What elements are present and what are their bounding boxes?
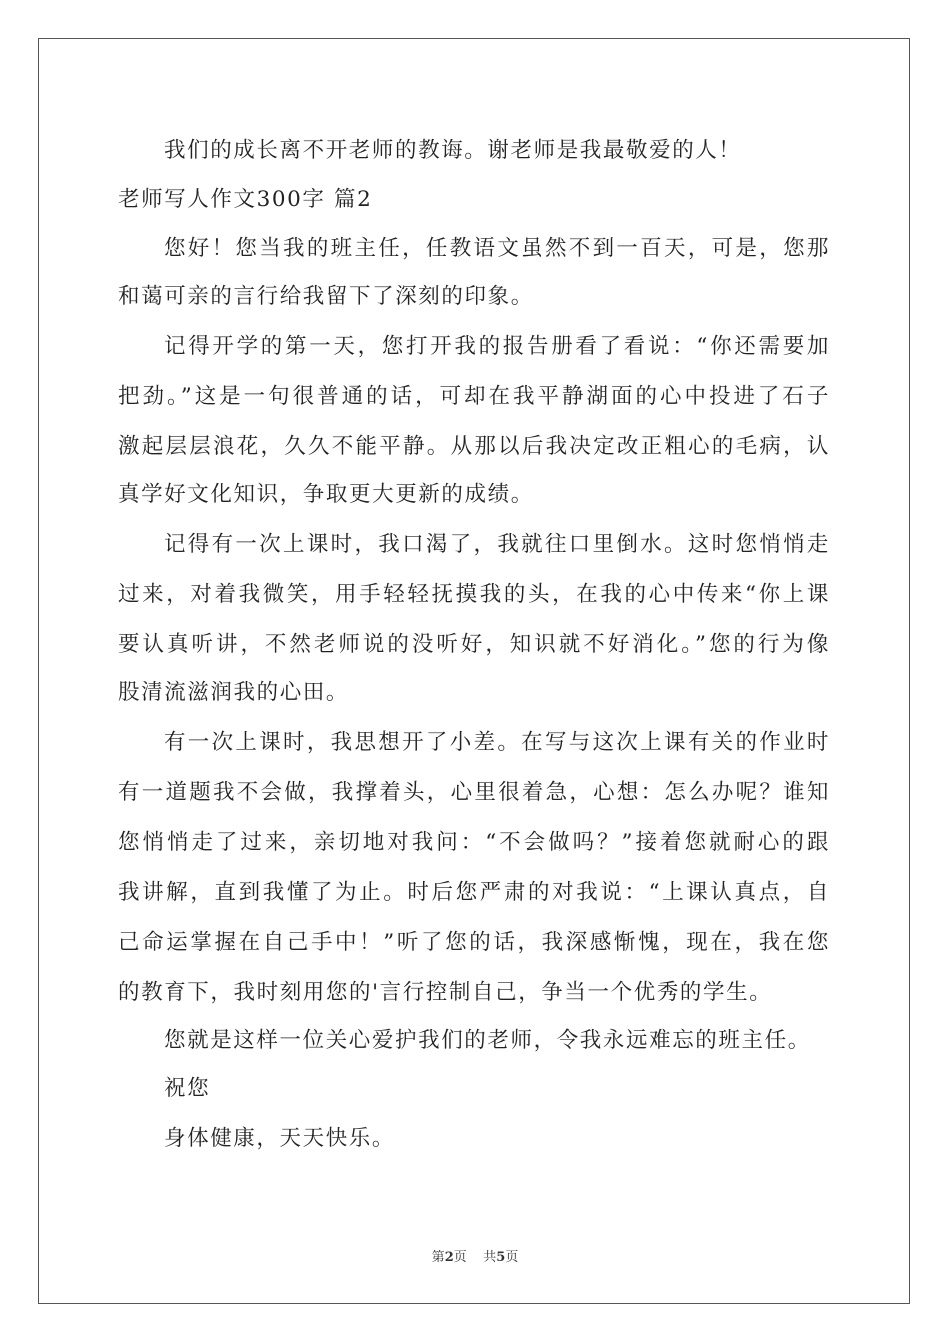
footer-middle: 页 共 [453, 1250, 497, 1265]
paragraph-line: 有一道题我不会做，我撑着头，心里很着急，心想：怎么办呢？谁知 [118, 780, 830, 805]
paragraph-line: 真学好文化知识，争取更大更新的成绩。 [118, 482, 534, 507]
paragraph-line: 的教育下，我时刻用您的'言行控制自己，争当一个优秀的学生。 [118, 980, 773, 1005]
paragraph-line: 有一次上课时，我思想开了小差。在写与这次上课有关的作业时 [164, 730, 830, 755]
paragraph-line: 把劲。”这是一句很普通的话，可却在我平静湖面的心中投进了石子 [118, 384, 830, 409]
paragraph-line: 记得有一次上课时，我口渴了，我就往口里倒水。这时您悄悄走 [164, 532, 830, 557]
page-border [38, 38, 910, 1304]
paragraph-line: 记得开学的第一天，您打开我的报告册看了看说：“你还需要加 [164, 334, 830, 359]
current-page-number: 2 [444, 1250, 454, 1265]
total-pages-number: 5 [496, 1250, 506, 1265]
section-heading: 老师写人作文300字 篇2 [118, 187, 373, 212]
paragraph-line: 己命运掌握在自己手中！”听了您的话，我深感惭愧，现在，我在您 [118, 930, 830, 955]
closing-wish: 身体健康，天天快乐。 [164, 1126, 396, 1151]
paragraph-line: 股清流滋润我的心田。 [118, 680, 350, 705]
footer-prefix: 第 [431, 1250, 445, 1265]
paragraph-line: 我们的成长离不开老师的教诲。谢老师是我最敬爱的人！ [164, 138, 742, 163]
paragraph-line: 激起层层浪花，久久不能平静。从那以后我决定改正粗心的毛病，认 [118, 434, 830, 459]
paragraph-line: 您悄悄走了过来，亲切地对我问：“不会做吗？”接着您就耐心的跟 [118, 830, 830, 855]
paragraph-line: 您就是这样一位关心爱护我们的老师，令我永远难忘的班主任。 [164, 1028, 811, 1053]
paragraph-line: 您好！您当我的班主任，任教语文虽然不到一百天，可是，您那 [164, 236, 830, 261]
paragraph-line: 和蔼可亲的言行给我留下了深刻的印象。 [118, 284, 534, 309]
paragraph-line: 要认真听讲，不然老师说的没听好，知识就不好消化。”您的行为像 [118, 632, 830, 657]
paragraph-line: 我讲解，直到我懂了为止。时后您严肃的对我说：“上课认真点，自 [118, 880, 830, 905]
footer-suffix: 页 [505, 1250, 519, 1265]
page-footer [0, 1246, 950, 1265]
closing-salutation: 祝您 [164, 1076, 211, 1101]
paragraph-line: 过来，对着我微笑，用手轻轻抚摸我的头，在我的心中传来“你上课 [118, 582, 830, 607]
